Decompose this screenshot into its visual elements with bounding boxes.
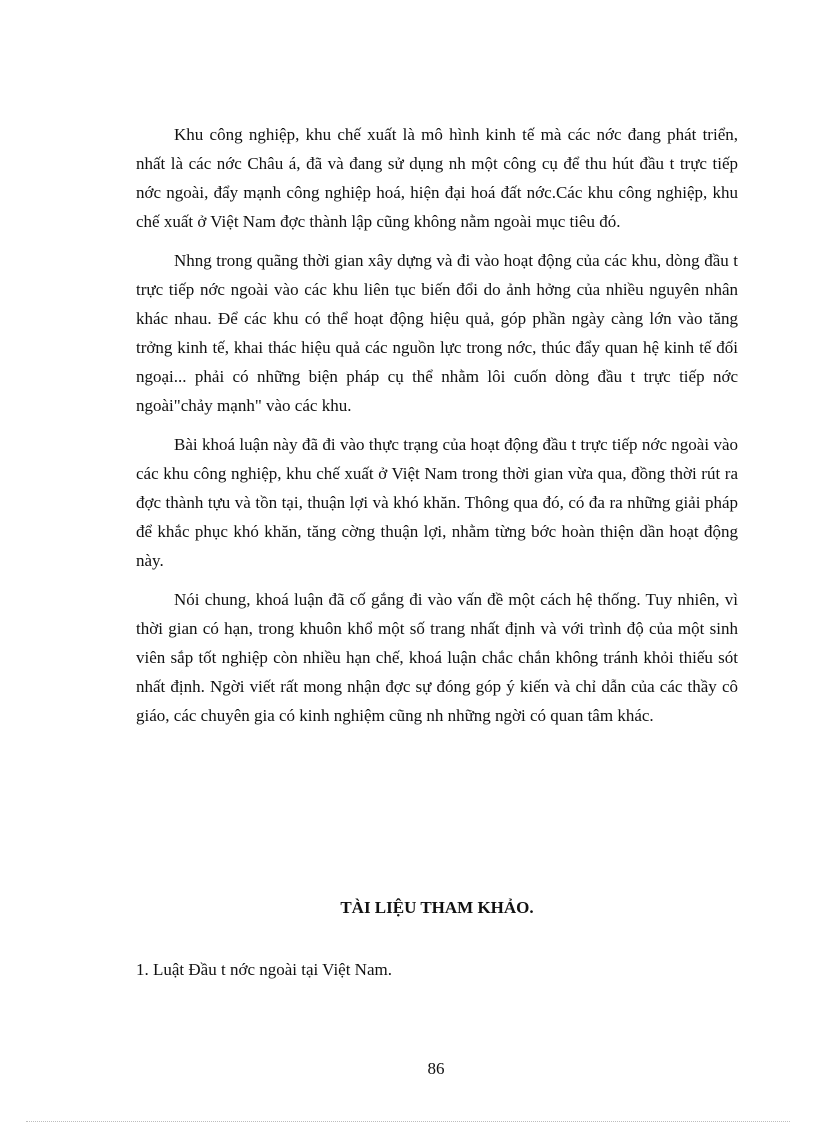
paragraph: Nói chung, khoá luận đã cố gắng đi vào vấn đề một cách hệ thống. Tuy nhiên, vì thời gian có hạn, trong khuôn khổ một số trang nhất định và với trình độ của một sinh viên sắp tốt nghiệp còn nhiều hạn chế, khoá luận chắc chắn không tránh khỏi thiếu sót nhất định. Ngời viết rất mong nhận đợc sự đóng góp ý kiến và chỉ dẫn của các thầy cô giáo, các chuyên gia có kinh nghiệm cũng nh những ngời có quan tâm khác. — [136, 590, 738, 725]
paragraph: Nhng trong quãng thời gian xây dựng và đi vào hoạt động của các khu, dòng đầu t trực tiếp nớc ngoài vào các khu liên tục biến đổi do ảnh hởng của nhiều nguyên nhân khác nhau. Để các khu có thể hoạt động hiệu quả, góp phần ngày càng lớn vào tăng trởng kinh tế, khai thác hiệu quả các nguồn lực trong nớc, thúc đẩy quan hệ kinh tế đối ngoại... phải có những biện pháp cụ thể nhằm lôi cuốn dòng đầu t trực tiếp nớc ngoài"chảy mạnh" vào các khu. — [136, 251, 738, 415]
reference-item: 1. Luật Đầu t nớc ngoài tại Việt Nam. — [136, 960, 392, 979]
body-text — [136, 120, 738, 740]
bottom-divider — [26, 1121, 790, 1122]
page-number: 86 — [427, 1059, 445, 1078]
references-heading: TÀI LIỆU THAM KHẢO. — [340, 898, 534, 917]
paragraph: Bài khoá luận này đã đi vào thực trạng của hoạt động đầu t trực tiếp nớc ngoài vào các khu công nghiệp, khu chế xuất ở Việt Nam trong thời gian vừa qua, đồng thời rút ra đợc thành tựu và tồn tại, thuận lợi và khó khăn. Thông qua đó, có đa ra những giải pháp để khắc phục khó khăn, tăng cờng thuận lợi, nhằm từng bớc hoàn thiện dần hoạt động này. — [136, 435, 738, 570]
paragraph: Khu công nghiệp, khu chế xuất là mô hình kinh tế mà các nớc đang phát triển, nhất là các nớc Châu á, đã và đang sử dụng nh một công cụ để thu hút đầu t trực tiếp nớc ngoài, đẩy mạnh công nghiệp hoá, hiện đại hoá đất nớc.Các khu công nghiệp, khu chế xuất ở Việt Nam đợc thành lập cũng không nằm ngoài mục tiêu đó. — [136, 125, 738, 231]
